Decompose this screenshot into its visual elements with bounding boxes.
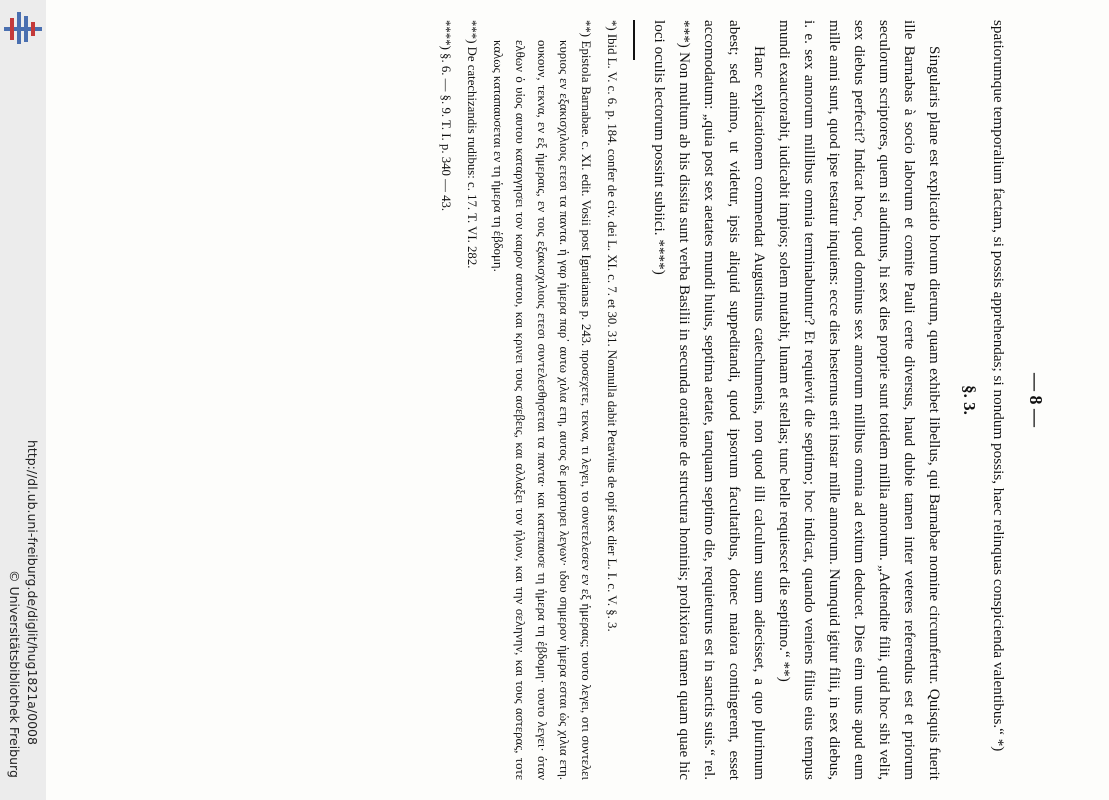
section-heading: §. 3. xyxy=(960,385,979,415)
copyright-notice: © Universitätsbibliothek Freiburg xyxy=(7,570,22,778)
page-number: — 8 — xyxy=(1026,373,1046,427)
footnote-3: ***) De catechizandis rudibus: c. 17. T. VI. 282. xyxy=(465,20,479,269)
footnote-1: *) Ibid L. V. c. 6. p. 184. confer de civ. dei L. XI. c. 7. et 30. 31. Nonnulla dabit Petavius de opif sex dier L. I. c. V. §. 3. xyxy=(605,20,619,632)
source-url-link[interactable]: http://dl.ub.uni-freiburg.de/diglit/hug1821a/0008 xyxy=(25,440,40,745)
paragraph-1: Singularis plane est explicatio horum dierum, quam exhibet libellus, qui Barnabae nomine circumfertur. Quisquis fuerit ille Barnabas à socio laborum et comite Pauli certe diversus, haud dubie tamen inter veteres referendus est et priorum seculorum scriptores, quem si audimus, hi sex dies proprie sunt totidem millia annorum. „Adtendite filii, quid hoc sibi velit, sex diebus perfecit? Indicat hoc, quod dominus sex annorum millibus omnia ad exitum deducet. Dies eim unus apud eum mille anni sunt, quod ipse testatur inquiens: ecce dies hesternus erit instar mille annorum. Numquid igitur filii, in sex diebus, i. e. sex annorum millibus omnia terminabuntur? Et requievit die septimo; hoc indicat, quando veniens filius eius tempus mundi exauctorabit, iudicabit impios; solem mutabit, lunam et stellas; tunc belle requiescet die septimo.“ **) xyxy=(776,20,943,780)
footnote-2: **) Epistola Barnabae. c. XI. edit. Vosii post Ignatianas p. 243. προσεχετε, τεκνα, τι λεγει, το συνετελεσεν εν εξ ἡμεραις; τουτο λεγει, οτι συντελει κυριος εν εξακισχιλιοις ετεσι τα παντα. ἡ γαρ ἡμερα παρ᾽ αυτω χιλια ετη, αυτος δε μαρτυρει λεγων· ιδου σημερον ἡμερα εσται ὡς χιλια ετη. ουκουν, τεκνα, εν εξ ἡμεραις, εν τοις εξακισχιλιοις ετεσι συντελεσθησεται τα παντα· και κατεπαυσε τη ἡμερα τη ἑβδομη· τουτο λεγει· όταν ελθων ὁ υἱος αυτου καταργησει τον καιρον αυτου, και κρινει τους ασεβεις, και αλλαξει τον ἡλιον, και την σεληνην, και τους αστερας, τοτε καλως καταπαυσεται εν τη ἡμερα τη ἑβδομη. xyxy=(491,20,593,780)
viewer-sidebar xyxy=(0,0,47,800)
footnote-4: ****) §. 6. — §. 9. T. I. p. 340 — 43. xyxy=(439,20,453,212)
footnote-divider xyxy=(633,20,635,60)
paragraph-2: Hanc explicationem commendat Augustinus catechumenis, non quod illi calculum suum adiecisset, a quo plurimum abest; sed animo, ut videtur, ipsis aliquid suppeditandi, quod ipsorum facultatibus, donec maiora contingerent, esset accomodatum: „quia post sex aetates mundi huius, septima aetate, tanquam septimo die, requieturus est in sanctis suis.“ rel. ***) Non multum ab his dissita sunt verba Basilii in secunda oratione de structura hominis; prolixiora tamen quam quae hic loci oculis lectorum possint subiici. ****) xyxy=(651,20,768,780)
page-text-block xyxy=(220,20,1050,780)
intro-text: spatiorumque temporalium factam, si possis apprehendas; si nondum possis, haec relinquas conspicienda valentibus.“ *) xyxy=(990,20,1007,752)
university-logo-icon xyxy=(2,8,44,54)
footnotes xyxy=(435,20,623,780)
scanned-page xyxy=(46,0,1109,800)
